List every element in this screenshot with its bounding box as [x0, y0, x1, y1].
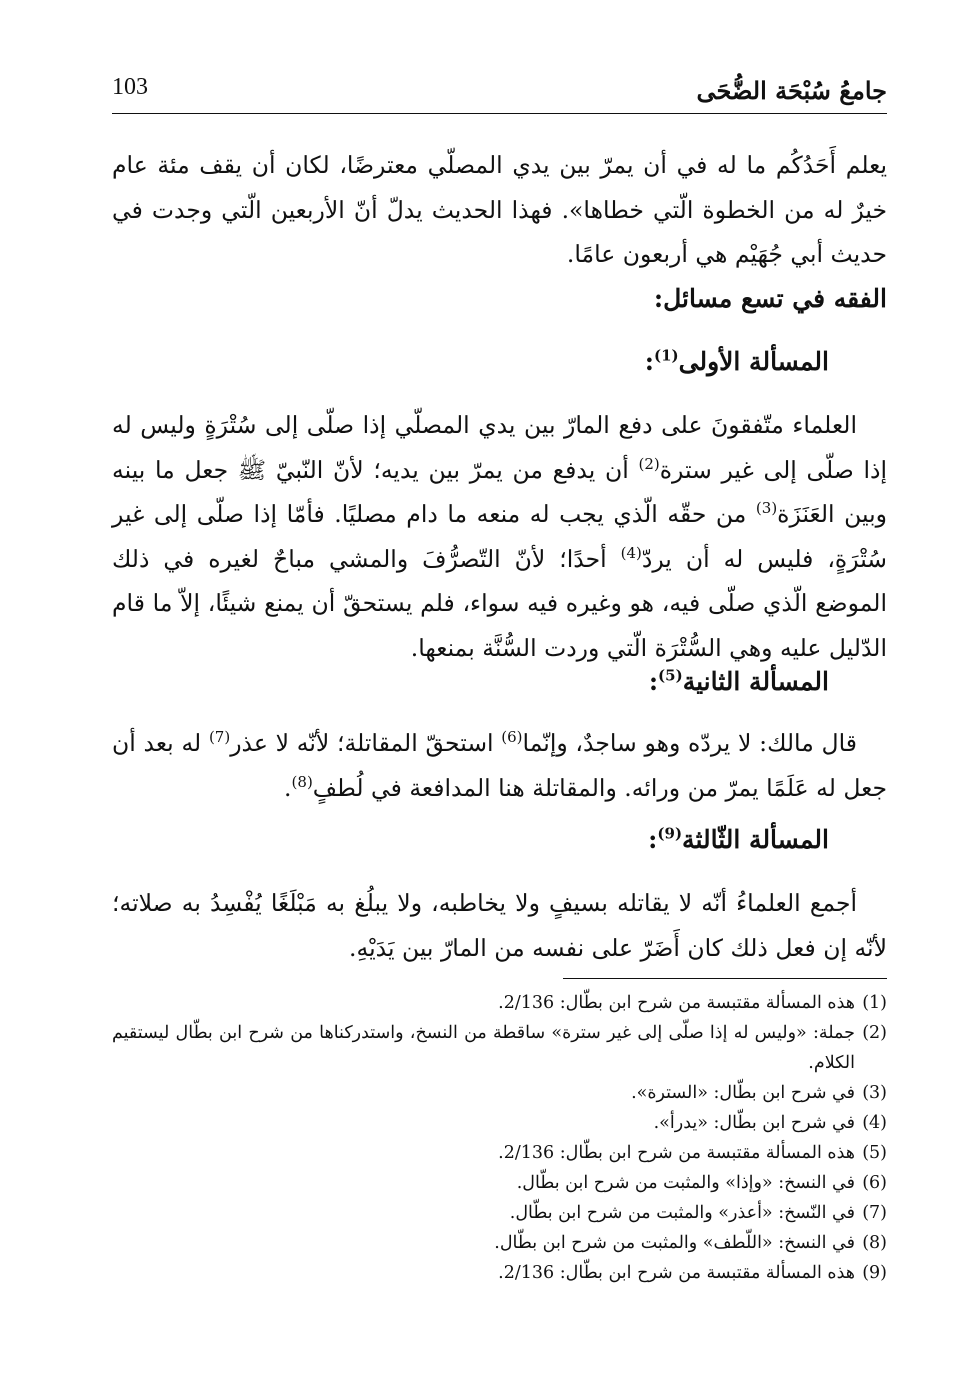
- footnote-ref-7[interactable]: (7): [208, 728, 231, 747]
- footnote-ref-4[interactable]: (4): [620, 543, 642, 562]
- text-segment: العلماء متّفقونَ على دفع المارّ بين يدي المصلّي إذا صلّى إلى سُتْرَةٍ وليس له إذا صلّى إلى غير سترة: [112, 411, 887, 484]
- footnote-text: هذه المسألة مقتبسة من شرح ابن بطّال: 2/136.: [498, 1143, 855, 1163]
- footnote-ref-5[interactable]: (5): [658, 666, 683, 685]
- footnote-text: في النسخ: «وإذا» والمثبت من شرح ابن بطّال.: [516, 1173, 855, 1193]
- footnote-text: هذه المسألة مقتبسة من شرح ابن بطّال: 2/136.: [498, 993, 855, 1013]
- text-segment: أن يدفع من يمرّ بين يديه؛ لأنّ النّبيّ ﷺ جعل ما بينه وبين العَنَزَة: [112, 455, 887, 528]
- footnote-item: [112, 988, 887, 1018]
- header-rule: [112, 113, 887, 114]
- footnote-number: (5): [862, 1143, 887, 1163]
- footnote-number: (9): [862, 1263, 887, 1283]
- heading-colon: :: [644, 347, 654, 376]
- footnote-text: في شرح ابن بطّال: «يدرأ».: [653, 1113, 855, 1133]
- footnote-item: [112, 1198, 887, 1228]
- paragraph-first-issue: [112, 403, 887, 670]
- running-head: [112, 72, 887, 112]
- footnote-number: (2): [862, 1023, 887, 1043]
- footnote-item: [112, 1138, 887, 1168]
- page-number: 103: [112, 74, 148, 100]
- text-segment: أحدًا؛ لأنّ التّصرُّفَ والمشي مباحٌ لغيره في ذلك الموضع الّذي صلّى فيه، هو وغيره فيه سواء، فلم يستحقّ أن يمنع شيئًا، إلاّ ما قام الدّليل عليه وهي السُّتْرَة الّتي وردت السُّنَّة بمنعها.: [112, 544, 887, 662]
- text-segment: .: [284, 773, 292, 802]
- book-title: جامعُ سُبْحَة الضُّحَى: [696, 76, 887, 105]
- footnote-item: [112, 1258, 887, 1288]
- text-segment: له بعد أن جعل له عَلَمًا يمرّ من ورائه. والمقاتلة هنا المدافعة في لُطفٍ: [112, 729, 887, 802]
- footnote-text: هذه المسألة مقتبسة من شرح ابن بطّال: 2/136.: [498, 1263, 855, 1283]
- heading-first-issue: [645, 347, 829, 376]
- footnote-ref-6[interactable]: (6): [501, 728, 523, 747]
- heading-colon: :: [648, 667, 659, 696]
- footnote-item: [112, 1228, 887, 1258]
- heading-text: المسألة الثّالثة: [682, 825, 829, 854]
- footnote-item: [112, 1018, 887, 1078]
- footnote-ref-1[interactable]: (1): [653, 346, 679, 365]
- footnote-number: (8): [862, 1233, 887, 1253]
- text-segment: قال مالك: لا يردّه وهو ساجدٌ، وإنّما: [522, 729, 857, 757]
- heading-second-issue: [649, 667, 829, 696]
- text-segment: من حقّه الّذي يجب له منعه ما دام مصليًا. فأمّا إذا صلّى إلى غير سُتْرَةٍ، فليس له أن يردّ: [112, 500, 887, 573]
- footnote-text: جملة: «وليس له إذا صلّى إلى غير سترة» ساقطة من النسخ، واستدركناها من شرح ابن بطّال ليستقيم الكلام.: [112, 1023, 855, 1073]
- footnote-text: في شرح ابن بطّال: «السترة».: [631, 1083, 855, 1103]
- paragraph-hadith-conclusion: يعلم أَحَدُكُم ما له في أن يمرّ بين يدي المصلّي معترضًا، لكان أن يقف مئة عام خيرٌ له من الخطوة الّتي خطاها». فهذا الحديث يدلّ أنّ الأربعين الّتي وجدت في حديث أبي جُهَيْم هي أربعون عامًا.: [112, 151, 887, 268]
- footnote-ref-3[interactable]: (3): [755, 499, 778, 518]
- footnote-number: (4): [862, 1113, 887, 1133]
- footnote-ref-9[interactable]: (9): [657, 824, 683, 843]
- footnote-number: (6): [862, 1173, 887, 1193]
- footnote-number: (7): [862, 1203, 887, 1223]
- footnote-item: [112, 1168, 887, 1198]
- footnote-number: (3): [862, 1083, 887, 1103]
- text-segment: استحقّ المقاتلة؛ لأنّه لا عذر: [230, 729, 502, 757]
- heading-third-issue: [648, 825, 829, 854]
- footnote-separator: [563, 978, 887, 979]
- footnote-text: في النسخ: «اللّطف» والمثبت من شرح ابن بطّال.: [494, 1233, 855, 1253]
- footnote-ref-2[interactable]: (2): [638, 454, 660, 473]
- heading-text: المسألة الأولى: [678, 347, 829, 376]
- paragraph-third-issue: أجمع العلماءُ أنّه لا يقاتله بسيفٍ ولا يخاطبه، ولا يبلُغ به مَبْلَغًا يُفْسِدُ به صلاته؛ لأنّه إن فعل ذلك كان أَضَرّ على نفسه من المارّ بين يَدَيْهِ.: [112, 889, 887, 962]
- footnote-item: [112, 1078, 887, 1108]
- heading-colon: :: [648, 825, 658, 854]
- footnotes-list: [112, 988, 887, 1288]
- paragraph-second-issue: [112, 721, 887, 810]
- footnote-number: (1): [862, 993, 887, 1013]
- footnote-item: [112, 1108, 887, 1138]
- footnote-text: في النّسخ: «أعذر» والمثبت من شرح ابن بطّال.: [509, 1203, 855, 1223]
- footnote-ref-8[interactable]: (8): [291, 772, 313, 791]
- heading-text: المسألة الثانية: [682, 667, 829, 696]
- section-heading-fiqh: الفقه في تسع مسائل:: [653, 284, 887, 313]
